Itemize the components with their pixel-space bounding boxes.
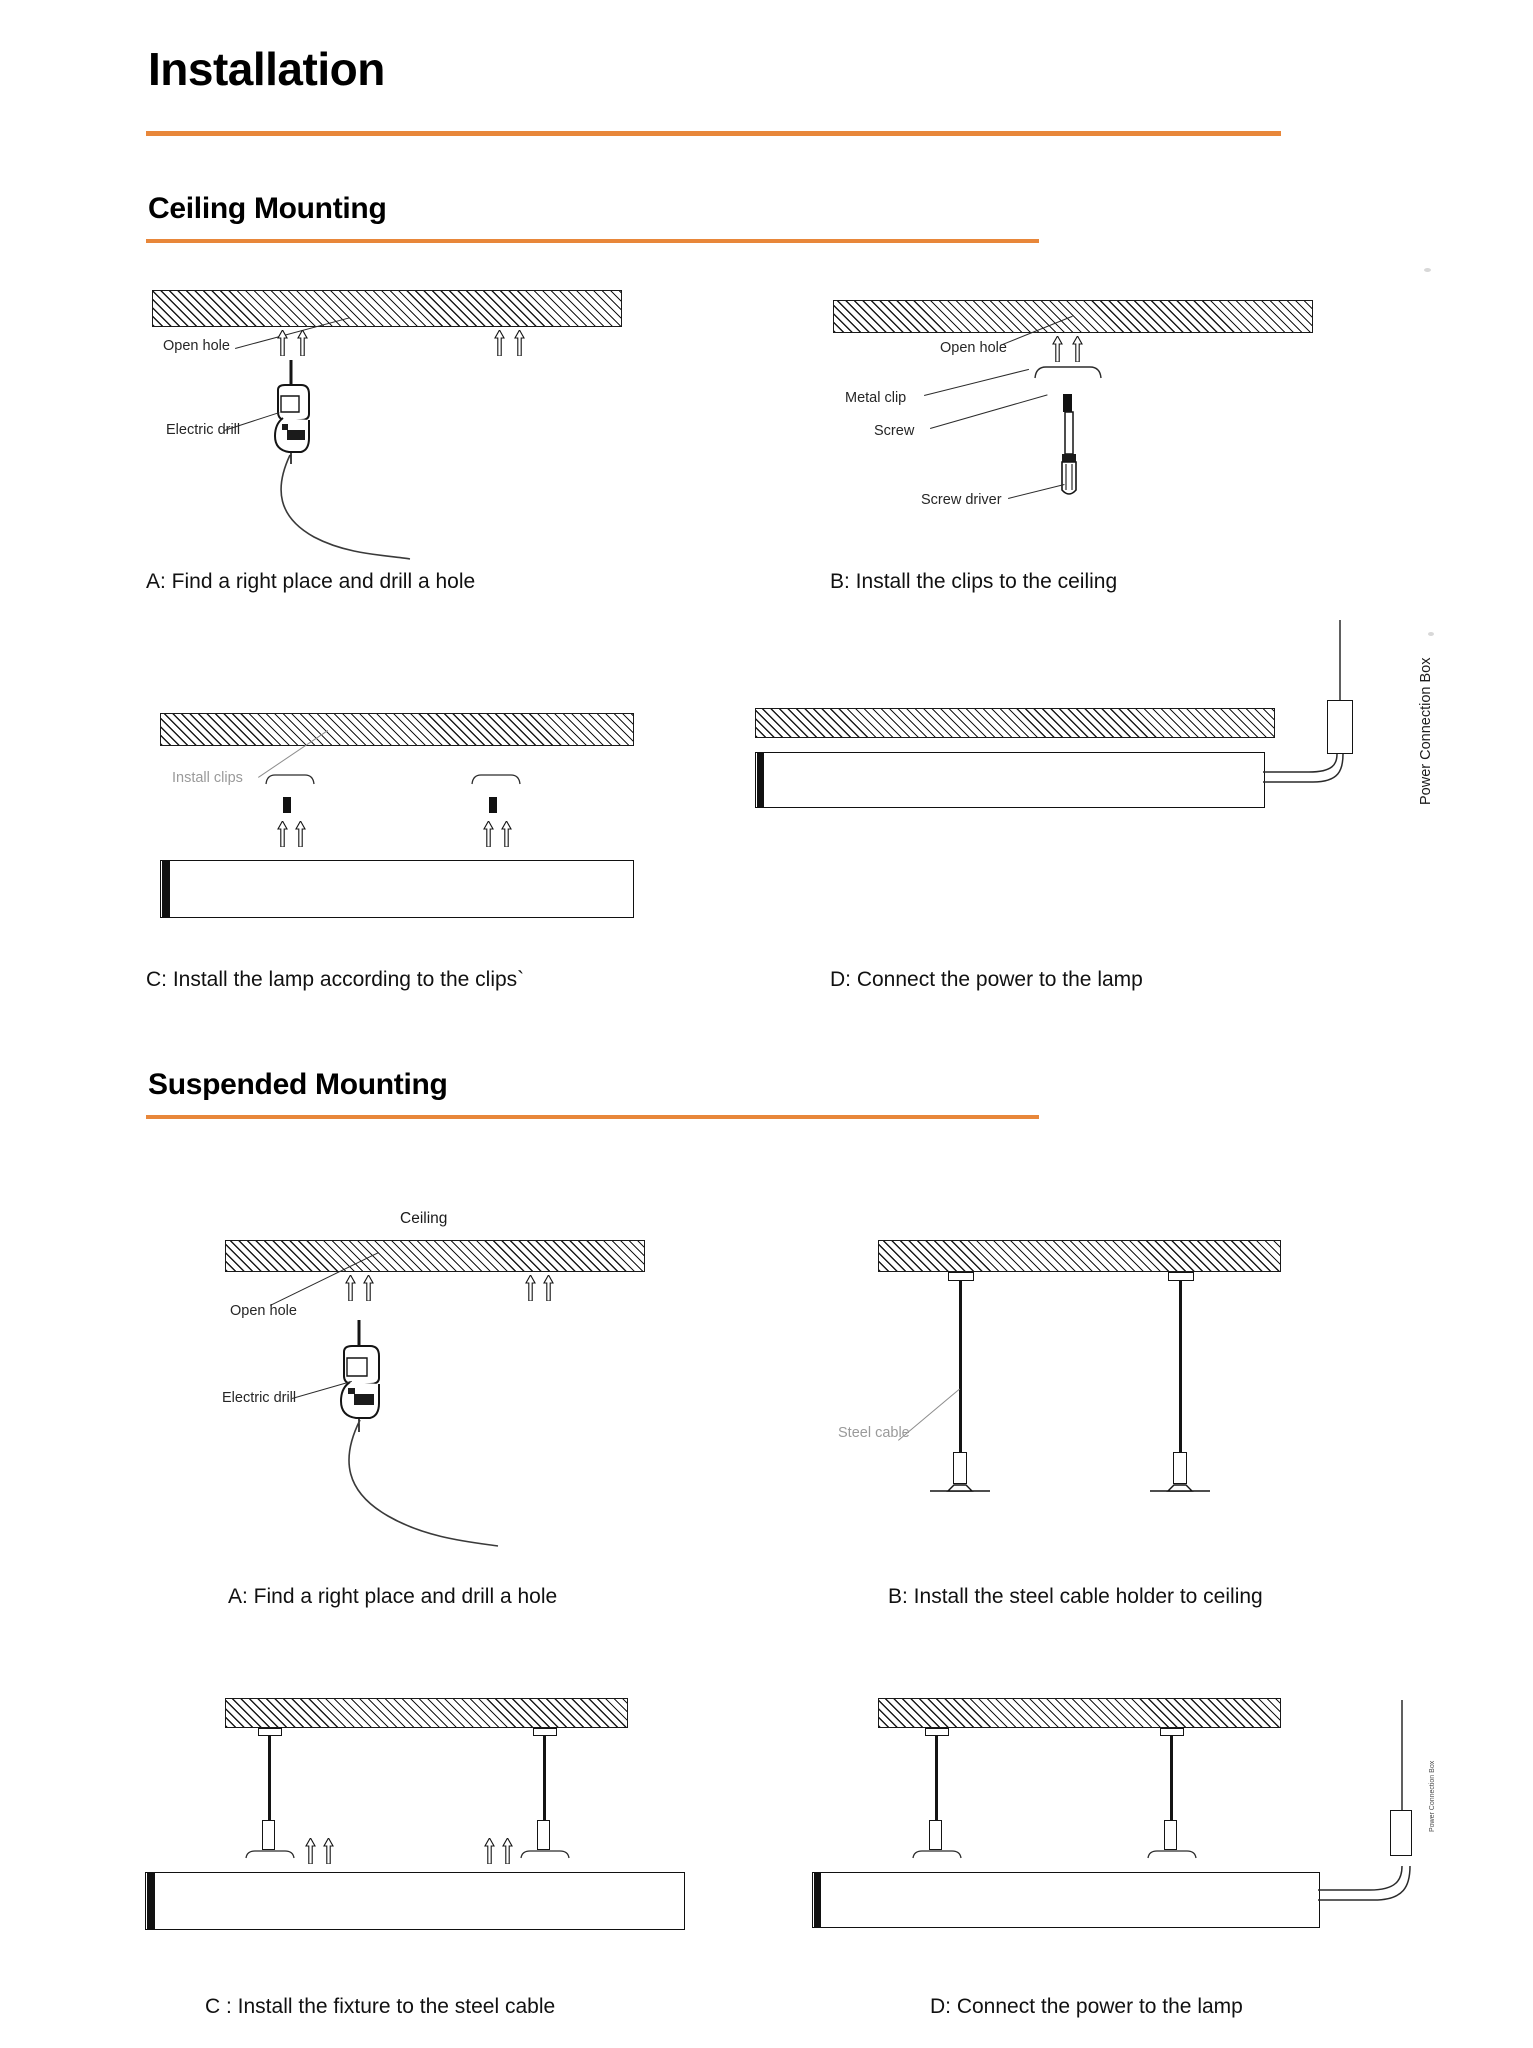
caption-suspended-step-c: C : Install the fixture to the steel cable xyxy=(205,1995,556,2018)
label-ceiling: Ceiling xyxy=(400,1210,448,1227)
caption-suspended-step-b: B: Install the steel cable holder to ceiling xyxy=(888,1585,1263,1608)
ceiling-slab xyxy=(160,713,634,746)
cable-mount-plate xyxy=(519,1848,571,1860)
cable-gripper xyxy=(953,1452,967,1484)
power-connection-box xyxy=(1327,700,1353,754)
title-rule xyxy=(146,131,1281,136)
ceiling-slab xyxy=(225,1698,628,1728)
cable-gripper xyxy=(262,1820,275,1850)
page-title: Installation xyxy=(148,43,385,95)
up-arrow-icon xyxy=(297,330,308,356)
cable-mount-plate xyxy=(244,1848,296,1860)
power-supply-wire xyxy=(1336,620,1352,702)
steel-cable xyxy=(1179,1281,1182,1471)
cable-ceiling-anchor xyxy=(1168,1272,1194,1281)
screw-head xyxy=(1063,394,1072,412)
cable-ceiling-anchor xyxy=(925,1728,949,1736)
ceiling-slab xyxy=(878,1240,1281,1272)
up-arrow-icon xyxy=(494,330,505,356)
label-open-hole: Open hole xyxy=(163,338,230,354)
lamp-end-cap xyxy=(162,861,170,917)
cable-gripper xyxy=(929,1820,942,1850)
ceiling-slab xyxy=(225,1240,645,1272)
up-arrow-icon xyxy=(345,1275,356,1301)
screwdriver-icon xyxy=(1056,412,1082,502)
lamp-fixture xyxy=(160,860,634,918)
up-arrow-icon xyxy=(514,330,525,356)
up-arrow-icon xyxy=(502,1838,513,1864)
cable-gripper xyxy=(1164,1820,1177,1850)
power-connection-box xyxy=(1390,1810,1412,1856)
lamp-fixture xyxy=(755,752,1265,808)
leader-screw xyxy=(930,394,1048,429)
label-screw-driver: Screw driver xyxy=(921,492,1002,508)
caption-ceiling-step-b: B: Install the clips to the ceiling xyxy=(830,570,1118,593)
up-arrow-icon xyxy=(483,821,494,847)
cable-mount-plate xyxy=(1148,1483,1212,1493)
cable-ceiling-anchor xyxy=(533,1728,557,1736)
label-open-hole: Open hole xyxy=(230,1303,297,1319)
up-arrow-icon xyxy=(1052,336,1063,362)
lamp-end-cap xyxy=(147,1873,155,1929)
label-metal-clip: Metal clip xyxy=(845,390,907,406)
screw-head xyxy=(489,797,497,813)
decorative-mark xyxy=(1428,632,1434,636)
label-electric-drill: Electric drill xyxy=(166,422,241,438)
leader-metal-clip xyxy=(924,369,1029,396)
cable-gripper xyxy=(537,1820,550,1850)
caption-suspended-step-a: A: Find a right place and drill a hole xyxy=(228,1585,558,1608)
section-heading-ceiling-mounting: Ceiling Mounting xyxy=(148,192,387,225)
label-power-connection-box: Power Connection Box xyxy=(1418,657,1434,805)
section-heading-suspended-mounting: Suspended Mounting xyxy=(148,1068,448,1101)
caption-ceiling-step-d: D: Connect the power to the lamp xyxy=(830,968,1143,991)
caption-suspended-step-d: D: Connect the power to the lamp xyxy=(930,1995,1243,2018)
label-electric-drill: Electric drill xyxy=(222,1390,297,1406)
decorative-mark xyxy=(1424,268,1431,272)
cable-ceiling-anchor xyxy=(1160,1728,1184,1736)
cable-ceiling-anchor xyxy=(258,1728,282,1736)
drill-power-cord xyxy=(270,455,430,565)
label-steel-cable: Steel cable xyxy=(838,1425,910,1441)
electric-drill-icon xyxy=(265,360,335,470)
up-arrow-icon xyxy=(363,1275,374,1301)
screw-head xyxy=(283,797,291,813)
lamp-fixture xyxy=(812,1872,1320,1928)
drill-power-cord xyxy=(338,1420,518,1550)
label-power-connection-box-small: Power Connection Box xyxy=(1429,1760,1436,1832)
cable-mount-plate xyxy=(928,1483,992,1493)
power-wire xyxy=(1318,1878,1438,1938)
up-arrow-icon xyxy=(277,821,288,847)
ceiling-slab xyxy=(755,708,1275,738)
ceiling-slab xyxy=(878,1698,1281,1728)
up-arrow-icon xyxy=(295,821,306,847)
cable-mount-plate xyxy=(1146,1848,1198,1860)
power-supply-wire xyxy=(1398,1700,1412,1812)
up-arrow-icon xyxy=(277,330,288,356)
up-arrow-icon xyxy=(1072,336,1083,362)
up-arrow-icon xyxy=(543,1275,554,1301)
up-arrow-icon xyxy=(501,821,512,847)
cable-ceiling-anchor xyxy=(948,1272,974,1281)
up-arrow-icon xyxy=(323,1838,334,1864)
caption-ceiling-step-c: C: Install the lamp according to the clips` xyxy=(146,968,525,991)
cable-mount-plate xyxy=(911,1848,963,1860)
power-wire xyxy=(1263,762,1373,812)
cable-gripper xyxy=(1173,1452,1187,1484)
up-arrow-icon xyxy=(484,1838,495,1864)
label-open-hole: Open hole xyxy=(940,340,1007,356)
label-screw: Screw xyxy=(874,423,915,439)
metal-clip-icon xyxy=(264,772,316,786)
metal-clip-icon xyxy=(470,772,522,786)
up-arrow-icon xyxy=(525,1275,536,1301)
metal-clip-icon xyxy=(1033,364,1103,380)
up-arrow-icon xyxy=(305,1838,316,1864)
lamp-end-cap xyxy=(757,753,764,807)
lamp-fixture xyxy=(145,1872,685,1930)
section-rule-suspended-mounting xyxy=(146,1115,1039,1119)
ceiling-slab xyxy=(152,290,622,327)
lamp-end-cap xyxy=(814,1873,821,1927)
section-rule-ceiling-mounting xyxy=(146,239,1039,243)
label-install-clips: Install clips xyxy=(172,770,243,786)
steel-cable xyxy=(959,1281,962,1471)
caption-ceiling-step-a: A: Find a right place and drill a hole xyxy=(146,570,476,593)
